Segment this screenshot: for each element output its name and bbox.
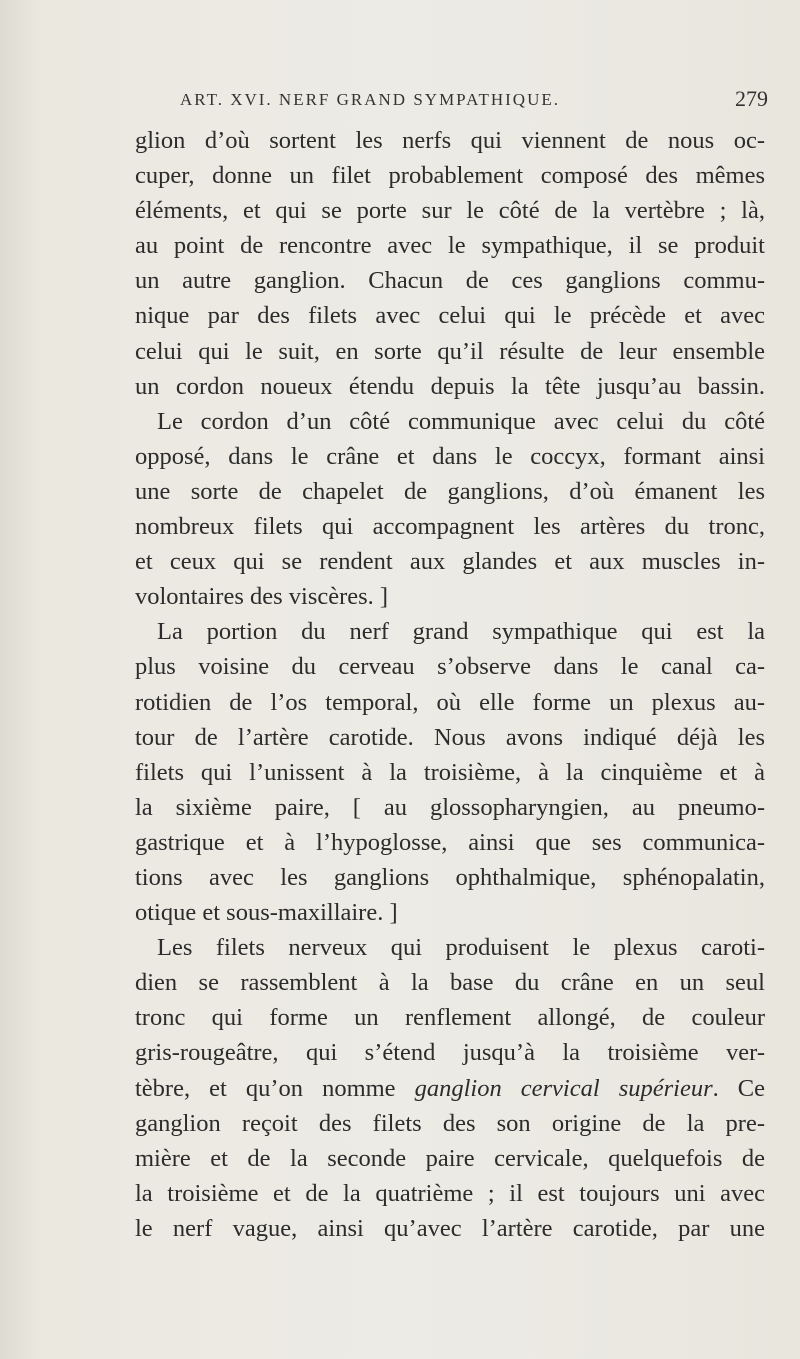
text-line: éléments, et qui se porte sur le côté de la vertèbre ; là, [135, 197, 765, 225]
text-line: et ceux qui se rendent aux glandes et aux muscles in- [135, 548, 765, 576]
text-line: tour de l’artère carotide. Nous avons indiqué déjà les [135, 723, 765, 751]
text-line: cuper, donne un filet probablement composé des mêmes [135, 162, 765, 190]
text-segment: . Ce [712, 1074, 766, 1102]
body-text [135, 123, 765, 1246]
text-line: glion d’où sortent les nerfs qui viennent de nous oc- [135, 127, 765, 154]
text-line: volontaires des viscères. ] [135, 583, 389, 611]
text-line: plus voisine du cerveau s’observe dans le canal ca- [135, 653, 765, 681]
text-line: tronc qui forme un renflement allongé, de couleur [135, 1004, 765, 1032]
running-title: ART. XVI. NERF GRAND SYMPATHIQUE. [180, 90, 560, 109]
text-line: nombreux filets qui accompagnent les artères du tronc, [135, 513, 765, 541]
text-line: celui qui le suit, en sorte qu’il résulte de leur ensemble [135, 337, 765, 365]
text-line: rotidien de l’os temporal, où elle forme un plexus au- [135, 688, 765, 716]
text-segment: tèbre, et qu’on nomme [135, 1074, 396, 1102]
text-line: gastrique et à l’hypoglosse, ainsi que ses communica- [135, 828, 765, 856]
text-line: La portion du nerf grand sympathique qui est la [157, 618, 765, 646]
text-line: tions avec les ganglions ophthalmique, sphénopalatin, [135, 863, 765, 891]
text-line: au point de rencontre avec le sympathique, il se produit [135, 232, 765, 260]
page-number: 279 [735, 86, 768, 111]
text-line: otique et sous-maxillaire. ] [135, 899, 398, 927]
text-line: une sorte de chapelet de ganglions, d’où émanent les [135, 477, 765, 505]
italic-term: ganglion cervical supérieur [414, 1074, 713, 1102]
text-line: ganglion reçoit des filets des son origine de la pre- [135, 1109, 765, 1137]
text-line: mière et de la seconde paire cervicale, quelquefois de [135, 1144, 765, 1172]
text-line: Les filets nerveux qui produisent le plexus caroti- [157, 934, 765, 962]
text-line: le nerf vague, ainsi qu’avec l’artère carotide, par une [135, 1214, 765, 1242]
page-header [180, 86, 780, 118]
text-line: un autre ganglion. Chacun de ces ganglions commu- [135, 267, 765, 295]
text-line: dien se rassemblent à la base du crâne en un seul [135, 969, 765, 997]
text-line: nique par des filets avec celui qui le précède et avec [135, 302, 765, 330]
text-line: la sixième paire, [ au glossopharyngien, au pneumo- [135, 793, 765, 821]
text-line: gris-rougeâtre, qui s’étend jusqu’à la troisième ver- [135, 1039, 765, 1067]
text-line: filets qui l’unissent à la troisième, à la cinquième et à [135, 758, 765, 786]
text-line: un cordon noueux étendu depuis la tête jusqu’au bassin. [135, 372, 765, 400]
text-line: la troisième et de la quatrième ; il est toujours uni avec [135, 1179, 765, 1207]
text-line-with-italic [135, 1071, 765, 1106]
text-line: opposé, dans le crâne et dans le coccyx, formant ainsi [135, 442, 765, 470]
text-line: Le cordon d’un côté communique avec celui du côté [157, 407, 765, 435]
